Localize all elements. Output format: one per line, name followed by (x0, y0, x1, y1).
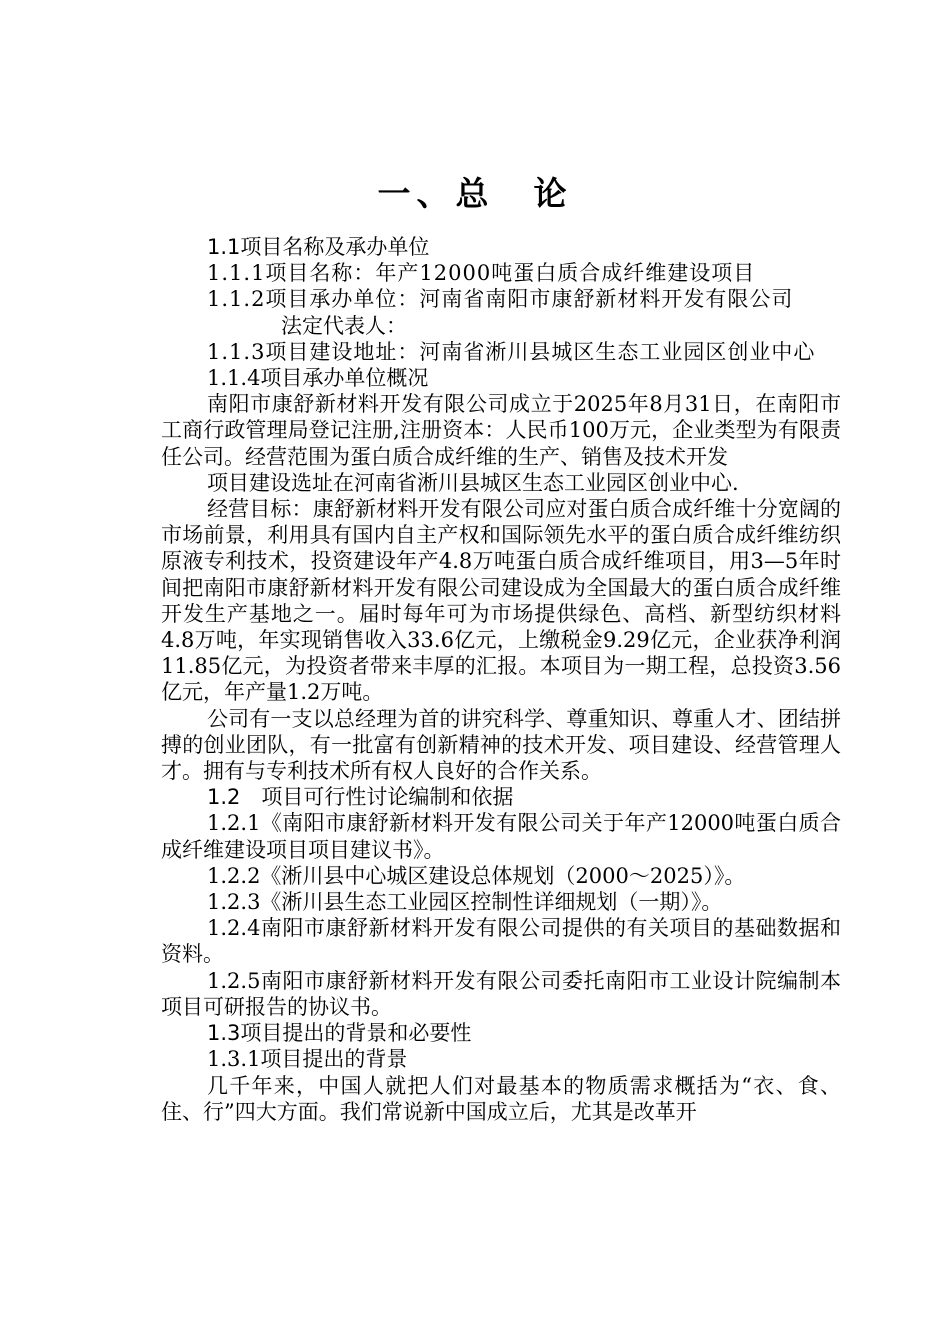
page-title: 一、总 论 (377, 174, 573, 213)
section-heading: 1.1项目名称及承办单位 (207, 235, 430, 259)
paragraph: 1.2.5南阳市康舒新材料开发有限公司委托南阳市工业设计院编制本项目可研报告的协议书。 (161, 968, 841, 1019)
paragraph: 1.3.1项目提出的背景 (207, 1047, 408, 1072)
paragraph: 几千年来，中国人就把人们对最基本的物质需求概括为“衣、食、住、行”四大方面。我们常说新中国成立后，尤其是改革开 (161, 1073, 841, 1124)
paragraph: 1.1.2项目承办单位：河南省南阳市康舒新材料开发有限公司 (207, 287, 794, 312)
paragraph: 项目建设选址在河南省淅川县城区生态工业园区创业中心. (207, 470, 739, 495)
section-heading: 1.3项目提出的背景和必要性 (207, 1021, 472, 1046)
paragraph: 1.1.3项目建设地址：河南省淅川县城区生态工业园区创业中心 (207, 339, 816, 364)
paragraph: 1.2.1《南阳市康舒新材料开发有限公司关于年产12000吨蛋白质合成纤维建设项目项目建议书》。 (161, 811, 841, 862)
paragraph: 1.1.4项目承办单位概况 (207, 366, 429, 391)
paragraph: 南阳市康舒新材料开发有限公司成立于2025年8月31日，在南阳市工商行政管理局登记注册,注册资本：人民币100万元，企业类型为有限责任公司。经营范围为蛋白质合成纤维的生产、销售及技术开发 (161, 392, 841, 469)
paragraph: 1.2.3《淅川县生态工业园区控制性详细规划（一期）》。 (207, 890, 723, 915)
paragraph: 公司有一支以总经理为首的讲究科学、尊重知识、尊重人才、团结拼搏的创业团队，有一批富有创新精神的技术开发、项目建设、经营管理人才。拥有与专利技术所有权人良好的合作关系。 (161, 706, 841, 784)
paragraph: 1.1.1项目名称：年产12000吨蛋白质合成纤维建设项目 (207, 261, 756, 286)
paragraph: 1.2.2《淅川县中心城区建设总体规划（2000～2025）》。 (207, 863, 746, 888)
paragraph: 1.2.4南阳市康舒新材料开发有限公司提供的有关项目的基础数据和资料。 (161, 916, 841, 967)
paragraph: 经营目标：康舒新材料开发有限公司应对蛋白质合成纤维十分宽阔的市场前景，利用具有国内自主产权和国际领先水平的蛋白质合成纤维纺织原液专利技术，投资建设年产4.8万吨蛋白质合成纤维项目，用3—5年时间把南阳市康舒新材料开发有限公司建设成为全国最大的蛋白质合成纤维开发生产基地之一。届时每年可为市场提供绿色、高档、新型纺织材料4.8万吨，年实现销售收入33.6亿元，上缴税金9.29亿元，企业获净利润11.85亿元，为投资者带来丰厚的汇报。本项目为一期工程，总投资3.56亿元，年产量1.2万吨。 (161, 497, 841, 705)
section-heading: 1.2 项目可行性讨论编制和依据 (207, 785, 514, 810)
paragraph: 法定代表人： (281, 313, 407, 338)
body-text (161, 234, 841, 1125)
